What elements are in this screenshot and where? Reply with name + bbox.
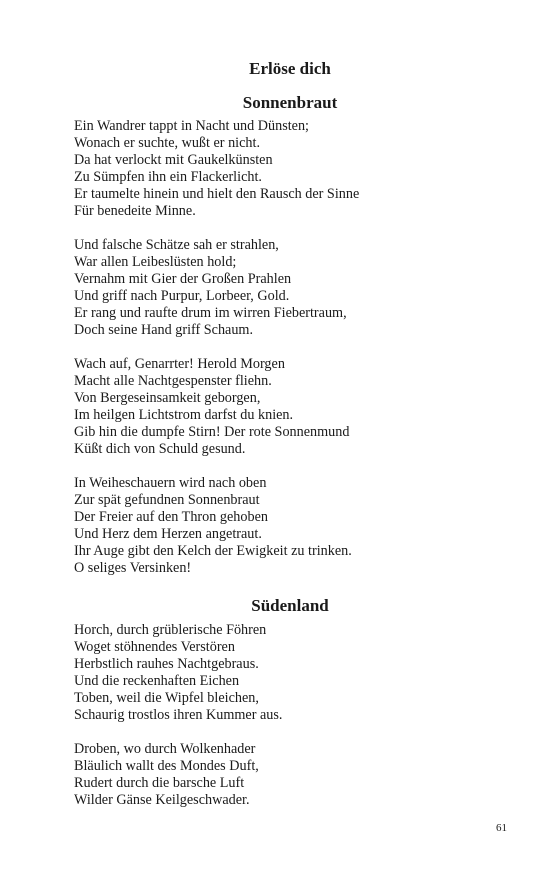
verse-line: Ein Wandrer tappt in Nacht und Dünsten; (74, 118, 310, 134)
verse-line: Und falsche Schätze sah er strahlen, (74, 237, 279, 253)
stanza (74, 118, 524, 220)
verse-line: Doch seine Hand griff Schaum. (74, 322, 254, 338)
verse-line: Wilder Gänse Keilgeschwader. (74, 792, 250, 808)
verse-line: Horch, durch grüblerische Föhren (74, 622, 267, 638)
verse-line: Schaurig trostlos ihren Kummer aus. (74, 707, 283, 723)
stanza (74, 741, 524, 809)
verse-line: Der Freier auf den Thron gehoben (74, 509, 268, 525)
verse-line: Zur spät gefundnen Sonnenbraut (74, 492, 260, 508)
verse-line: Bläulich wallt des Mondes Duft, (74, 758, 259, 774)
page-number: 61 (496, 822, 507, 834)
stanza (74, 237, 524, 339)
verse-line: Zu Sümpfen ihn ein Flackerlicht. (74, 169, 262, 185)
verse-line: Droben, wo durch Wolkenhader (74, 741, 256, 757)
verse-line: Da hat verlockt mit Gaukelkünsten (74, 152, 273, 168)
stanza (74, 475, 524, 577)
stanza (74, 356, 524, 458)
poem-sonnenbraut (74, 118, 524, 594)
verse-line: Rudert durch die barsche Luft (74, 775, 245, 791)
verse-line: Gib hin die dumpfe Stirn! Der rote Sonnenmund (74, 424, 350, 440)
verse-line: Toben, weil die Wipfel bleichen, (74, 690, 259, 706)
verse-line: Für benedeite Minne. (74, 203, 196, 219)
verse-line: Wach auf, Genarrter! Herold Morgen (74, 356, 285, 372)
verse-line: Woget stöhnendes Verstören (74, 639, 235, 655)
verse-line: Wonach er suchte, wußt er nicht. (74, 135, 260, 151)
verse-line: Und die reckenhaften Eichen (74, 673, 240, 689)
poem-title-suedenland: Südenland (251, 596, 329, 615)
verse-line: Er taumelte hinein und hielt den Rausch der Sinne (74, 186, 360, 202)
section-title-erloese-dich: Erlöse dich (249, 59, 331, 78)
verse-line: O seliges Versinken! (74, 560, 192, 576)
verse-line: Macht alle Nachtgespenster fliehn. (74, 373, 272, 389)
verse-line: Herbstlich rauhes Nachtgebraus. (74, 656, 259, 672)
verse-line: War allen Leibeslüsten hold; (74, 254, 237, 270)
verse-line: Küßt dich von Schuld gesund. (74, 441, 246, 457)
poem-title-sonnenbraut: Sonnenbraut (242, 93, 338, 112)
verse-line: Von Bergeseinsamkeit geborgen, (74, 390, 261, 406)
verse-line: Und Herz dem Herzen angetraut. (74, 526, 262, 542)
stanza (74, 622, 524, 724)
verse-line: Und griff nach Purpur, Lorbeer, Gold. (74, 288, 290, 304)
poem-suedenland (74, 622, 524, 826)
verse-line: In Weiheschauern wird nach oben (74, 475, 267, 491)
verse-line: Ihr Auge gibt den Kelch der Ewigkeit zu trinken. (74, 543, 352, 559)
verse-line: Vernahm mit Gier der Großen Prahlen (74, 271, 292, 287)
verse-line: Er rang und raufte drum im wirren Fiebertraum, (74, 305, 347, 321)
verse-line: Im heilgen Lichtstrom darfst du knien. (74, 407, 294, 423)
